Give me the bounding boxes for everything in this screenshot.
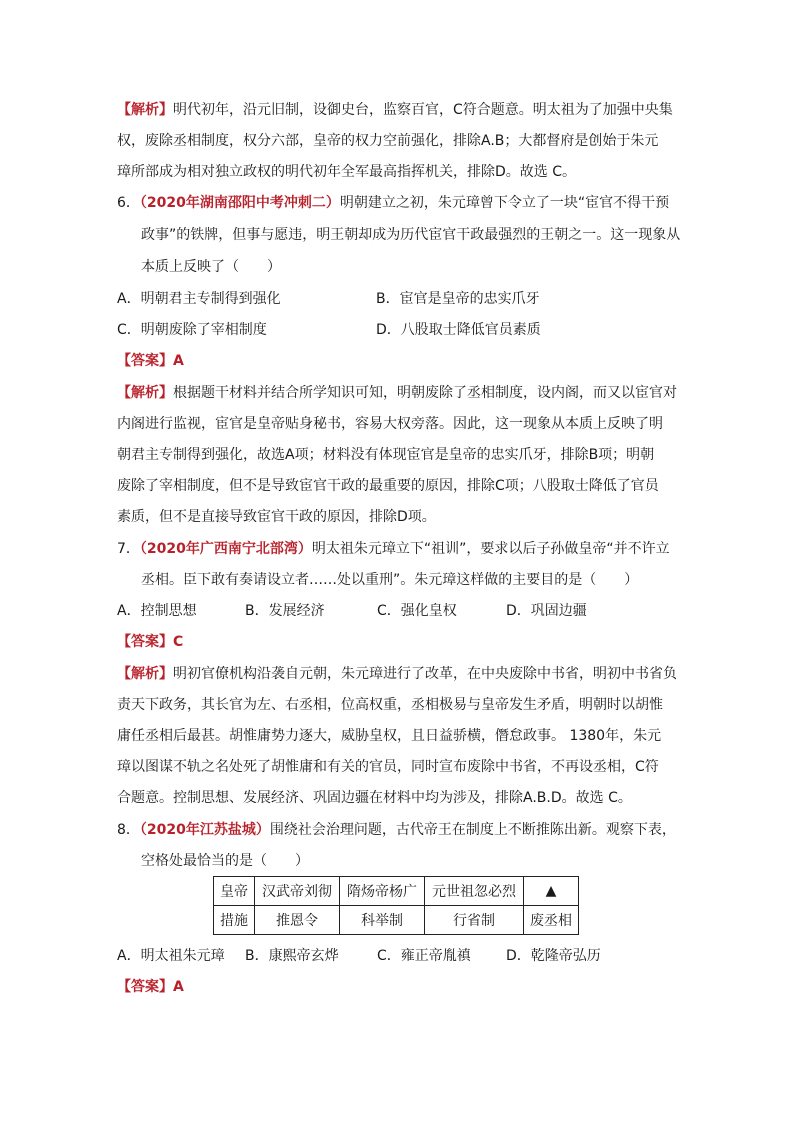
comparison-table — [213, 876, 579, 935]
question-7-stem-line: 丞相。臣下敢有奏请设立者……处以重刑”。朱元璋这样做的主要目的是（ ） — [141, 572, 639, 588]
table-cell: ▲ — [524, 877, 579, 906]
question-source: （2020年湖南邵阳中考冲刺二） — [139, 195, 340, 211]
question-source: （2020年广西南宁北部湾） — [139, 541, 312, 557]
table-cell: 隋炀帝杨广 — [340, 877, 425, 906]
analysis-line: 璋以图谋不轨之名处死了胡惟庸和有关的官员，同时宣布废除中书省，不再设丞相，C符 — [117, 759, 659, 775]
question-8-stem-line: 空格处最恰当的是（ ） — [141, 853, 309, 869]
question-number: 8． — [117, 822, 140, 838]
question-6-stem-line: 政事”的铁牌，但事与愿违，明王朝却成为历代宦官干政最强烈的王朝之一。这一现象从 — [141, 227, 681, 243]
option-b: B．康熙帝玄烨 — [245, 948, 339, 964]
answer-tag: 【答案】 — [117, 979, 173, 995]
analysis-line: 责天下政务，其长官为左、右丞相，位高权重，丞相极易与皇帝发生矛盾，明朝时以胡惟 — [117, 697, 663, 713]
answer-line — [117, 350, 734, 372]
answer-line — [117, 631, 734, 653]
table-cell: 行省制 — [425, 906, 524, 935]
table-cell: 元世祖忽必烈 — [425, 877, 524, 906]
answer-tag: 【答案】 — [117, 634, 173, 650]
option-b: B．宦官是皇帝的忠实爪牙 — [376, 291, 540, 307]
analysis-line: 璋所部成为相对独立政权的明代初年全军最高指挥机关，排除D。故选 C。 — [117, 164, 577, 180]
analysis-line: 【解析】明初官僚机构沿袭自元朝，朱元璋进行了改革，在中央废除中书省，明初中书省负 — [117, 666, 677, 682]
table-cell: 措施 — [214, 906, 255, 935]
analysis-line: 朝君主专制得到强化，故选A项；材料没有体现宦官是皇帝的忠实爪牙，排除B项；明朝 — [117, 447, 655, 463]
answer-value: C — [173, 634, 184, 650]
analysis-line: 废除了宰相制度，但不是导致宦官干政的最重要的原因，排除C项；八股取士降低了官员 — [117, 478, 659, 494]
analysis-tag: 【解析】 — [117, 385, 173, 401]
question-source: （2020年江苏盐城） — [139, 822, 270, 838]
table-cell: 科举制 — [340, 906, 425, 935]
option-a: A．控制思想 — [117, 603, 197, 619]
analysis-line: 【解析】明代初年，沿元旧制，设御史台，监察百官，C符合题意。明太祖为了加强中央集 — [117, 102, 673, 118]
option-d: D．乾隆帝弘历 — [506, 948, 601, 964]
analysis-line: 权，废除丞相制度，权分六部，皇帝的权力空前强化，排除A.B；大都督府是创始于朱元 — [117, 133, 659, 149]
option-c: C．雍正帝胤禛 — [377, 948, 471, 964]
option-d: D．巩固边疆 — [506, 603, 587, 619]
question-number: 7． — [117, 541, 140, 557]
analysis-line: 素质，但不是直接导致宦官干政的原因，排除D项。 — [117, 509, 436, 525]
table-row — [214, 877, 579, 906]
question-8-stem: 8．（2020年江苏盐城）围绕社会治理问题，古代帝王在制度上不断推陈出新。观察下表， — [117, 822, 676, 838]
analysis-line: 内阁进行监视，宦官是皇帝贴身秘书，容易大权旁落。因此，这一现象从本质上反映了明 — [117, 416, 663, 432]
question-6-stem-line: 本质上反映了（ ） — [141, 259, 281, 275]
option-a: A．明太祖朱元璋 — [117, 948, 225, 964]
option-a: A．明朝君主专制得到强化 — [117, 291, 281, 307]
analysis-tag: 【解析】 — [117, 666, 173, 682]
analysis-line: 【解析】根据题干材料并结合所学知识可知，明朝废除了丞相制度，设内阁，而又以宦官对 — [117, 385, 677, 401]
table-cell: 汉武帝刘彻 — [255, 877, 340, 906]
table-cell: 废丞相 — [524, 906, 579, 935]
question-number: 6． — [117, 195, 140, 211]
analysis-line: 庸任丞相后最甚。胡惟庸势力逐大，威胁皇权，且日益骄横，僭怠政事。 1380年，朱元 — [117, 728, 662, 744]
question-7-stem: 7．（2020年广西南宁北部湾）明太祖朱元璋立下“祖训”，要求以后子孙做皇帝“并不许立 — [117, 541, 670, 557]
option-c: C．明朝废除了宰相制度 — [117, 322, 267, 338]
option-d: D．八股取士降低官员素质 — [376, 322, 541, 338]
table-cell: 皇帝 — [214, 877, 255, 906]
answer-value: A — [173, 979, 184, 995]
answer-line — [117, 976, 734, 998]
option-b: B．发展经济 — [245, 603, 325, 619]
question-6-stem: 6．（2020年湖南邵阳中考冲刺二）明朝建立之初，朱元璋曾下令立了一块“宦官不得干预 — [117, 195, 670, 211]
analysis-line: 合题意。控制思想、发展经济、巩固边疆在材料中均为涉及，排除A.B.D。故选 C。 — [117, 790, 632, 806]
analysis-tag: 【解析】 — [117, 102, 173, 118]
option-c: C．强化皇权 — [377, 603, 457, 619]
answer-value: A — [173, 353, 184, 369]
answer-tag: 【答案】 — [117, 353, 173, 369]
table-cell: 推恩令 — [255, 906, 340, 935]
table-row — [214, 906, 579, 935]
